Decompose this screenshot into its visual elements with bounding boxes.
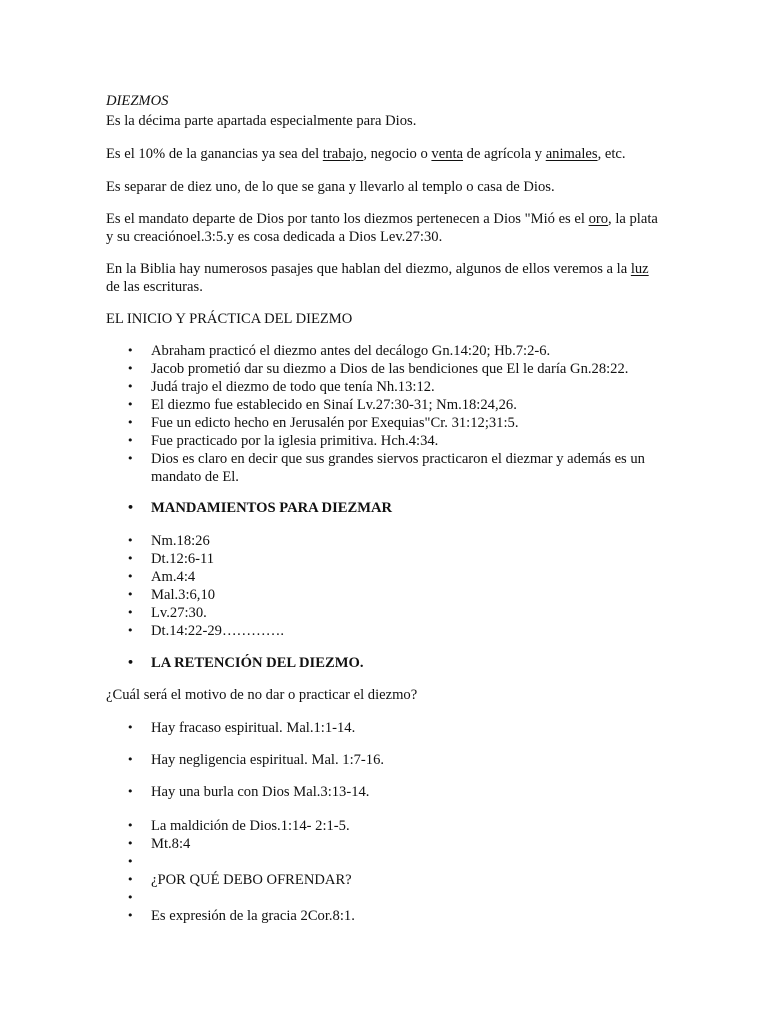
list-item: • Abraham practicó el diezmo antes del decálogo Gn.14:20; Hb.7:2-6.: [106, 342, 666, 360]
retencion-tail-list: [106, 817, 666, 925]
list-item-empty: [106, 889, 666, 907]
text-run: Es el 10% de la ganancias ya sea del: [106, 146, 323, 162]
intro-paragraph-2: [106, 145, 666, 163]
mandamientos-list: [106, 532, 666, 640]
list-item: • La maldición de Dios.1:14- 2:1-5.: [106, 817, 666, 835]
section-heading-mandamientos: • MANDAMIENTOS PARA DIEZMAR: [106, 499, 666, 517]
retencion-item-1: [106, 719, 666, 737]
list-item: • Dt.12:6-11: [106, 550, 666, 568]
document-title: DIEZMOS: [106, 93, 169, 109]
section-heading-retencion: • LA RETENCIÓN DEL DIEZMO.: [106, 654, 666, 672]
text-run: En la Biblia hay numerosos pasajes que hablan del diezmo, algunos de ellos veremos a la: [106, 261, 631, 277]
inicio-list: [106, 342, 666, 486]
list-item: • El diezmo fue establecido en Sinaí Lv.27:30-31; Nm.18:24,26.: [106, 396, 666, 414]
list-item: • Mal.3:6,10: [106, 586, 666, 604]
intro-paragraph-5: [106, 260, 666, 296]
list-item: • Judá trajo el diezmo de todo que tenía Nh.13:12.: [106, 378, 666, 396]
retencion-question: ¿Cuál será el motivo de no dar o practicar el diezmo?: [106, 687, 418, 703]
list-item: • Fue un edicto hecho en Jerusalén por Exequias"Cr. 31:12;31:5.: [106, 414, 666, 432]
list-item: • Fue practicado por la iglesia primitiva. Hch.4:34.: [106, 432, 666, 450]
text-run: de agrícola y: [463, 146, 546, 162]
list-item-empty: [106, 853, 666, 871]
text-run: de las escrituras.: [106, 279, 203, 295]
link-venta[interactable]: venta: [431, 146, 464, 162]
link-luz[interactable]: luz: [630, 261, 649, 277]
list-item: • Es expresión de la gracia 2Cor.8:1.: [106, 907, 666, 925]
text-run: , la plata y su creaciónoel.3:5.y es cosa dedicada a Dios Lev.27:30.: [106, 211, 658, 245]
list-item: • Am.4:4: [106, 568, 666, 586]
list-item: • Mt.8:4: [106, 835, 666, 853]
intro-paragraph-3: Es separar de diez uno, de lo que se gana y llevarlo al templo o casa de Dios.: [106, 179, 555, 195]
text-run: , etc.: [597, 146, 626, 162]
link-trabajo[interactable]: trabajo: [322, 146, 364, 162]
link-animales[interactable]: animales: [545, 146, 598, 162]
link-oro[interactable]: oro: [588, 211, 609, 227]
list-item-heading: • ¿POR QUÉ DEBO OFRENDAR?: [106, 871, 666, 889]
list-item: • Dios es claro en decir que sus grandes siervos practicaron el diezmar y además es un mandato de El.: [106, 450, 666, 486]
retencion-item-2: [106, 751, 666, 769]
retencion-heading-list: [106, 654, 666, 672]
text-run: Es el mandato departe de Dios por tanto los diezmos pertenecen a Dios "Mió es el: [106, 211, 589, 227]
retencion-item-3: [106, 783, 666, 801]
intro-paragraph-4: [106, 210, 666, 246]
list-item: • Hay fracaso espiritual. Mal.1:1-14.: [106, 719, 666, 737]
list-item: • Jacob prometió dar su diezmo a Dios de las bendiciones que El le daría Gn.28:22.: [106, 360, 666, 378]
mandamientos-heading-list: [106, 499, 666, 517]
intro-paragraph-1: Es la décima parte apartada especialmente para Dios.: [106, 113, 417, 129]
list-item: • Hay negligencia espiritual. Mal. 1:7-16.: [106, 751, 666, 769]
text-run: , negocio o: [363, 146, 432, 162]
list-item: • Dt.14:22-29………….: [106, 622, 666, 640]
list-item: • Hay una burla con Dios Mal.3:13-14.: [106, 783, 666, 801]
section-heading-inicio: EL INICIO Y PRÁCTICA DEL DIEZMO: [106, 311, 353, 327]
list-item: • Lv.27:30.: [106, 604, 666, 622]
list-item: • Nm.18:26: [106, 532, 666, 550]
